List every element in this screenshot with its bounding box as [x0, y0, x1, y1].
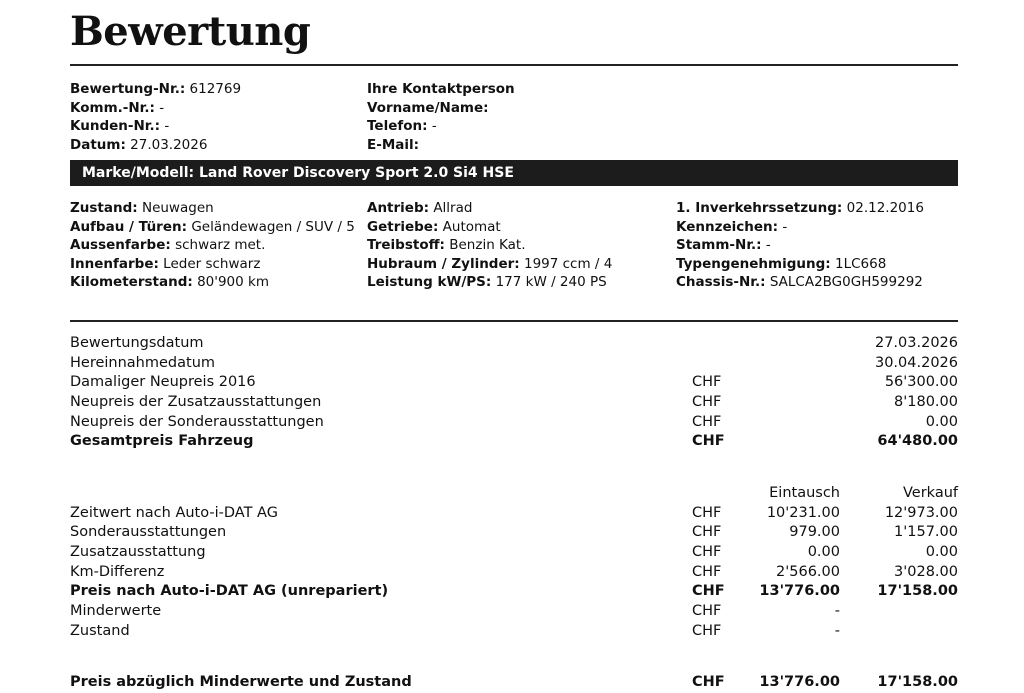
table-row: Zusatzausstattung CHF 0.00 0.00: [70, 544, 958, 561]
final-price-row: [70, 673, 958, 693]
power-row: Leistung kW/PS: 177 kW / 240 PS: [367, 274, 607, 290]
fuel-row: Treibstoff: Benzin Kat.: [367, 237, 526, 253]
table-row: Zeitwert nach Auto-i-DAT AG CHF 10'231.00 12'973.00: [70, 504, 958, 521]
commission-number-row: Komm.-Nr.: -: [70, 99, 165, 116]
date-row: Datum: 27.03.2026: [70, 136, 208, 153]
table-row: Bewertungsdatum 27.03.2026: [70, 335, 958, 351]
model-bar: Marke/Modell: Land Rover Discovery Sport 2.0 Si4 HSE: [70, 160, 958, 186]
registration-date-row: 1. Inverkehrssetzung: 02.12.2016: [676, 200, 924, 216]
displacement-row: Hubraum / Zylinder: 1997 ccm / 4: [367, 255, 613, 272]
drive-row: Antrieb: Allrad: [367, 200, 473, 216]
body-doors-row: Aufbau / Türen: Geländewagen / SUV / 5: [70, 218, 355, 235]
table-row: Sonderausstattungen CHF 979.00 1'157.00: [70, 524, 958, 541]
vehicle-details-col3: [676, 199, 966, 292]
valuation-info: [70, 80, 360, 154]
contact-info: [367, 80, 657, 154]
master-number-row: Stamm-Nr.: -: [676, 237, 771, 253]
contact-name-row: Vorname/Name:: [367, 99, 657, 118]
plate-row: Kennzeichen: -: [676, 218, 788, 235]
total-price-row: Gesamtpreis Fahrzeug CHF 64'480.00: [70, 433, 958, 450]
table-row: Minderwerte CHF -: [70, 603, 840, 620]
mileage-row: Kilometerstand: 80'900 km: [70, 274, 269, 290]
redacted-email: [423, 139, 543, 151]
col-trade-in: Eintausch: [769, 485, 840, 501]
type-approval-row: Typengenehmigung: 1LC668: [676, 255, 887, 272]
table-row: Hereinnahmedatum 30.04.2026: [70, 354, 958, 371]
price-table: [70, 334, 958, 452]
section-divider: [70, 320, 958, 322]
page-title: Bewertung: [70, 8, 311, 55]
vehicle-details-col1: [70, 199, 360, 292]
value-table-header: [70, 484, 958, 504]
subtotal-row: Preis nach Auto-i-DAT AG (unrepariert) CHF 13'776.00 17'158.00: [70, 583, 958, 600]
table-row: Damaliger Neupreis 2016 CHF 56'300.00: [70, 374, 958, 391]
gearbox-row: Getriebe: Automat: [367, 218, 501, 235]
chassis-row: Chassis-Nr.: SALCA2BG0GH599292: [676, 274, 923, 290]
contact-phone-row: Telefon: -: [367, 118, 437, 134]
contact-heading: Ihre Kontaktperson: [367, 81, 515, 97]
condition-row: Zustand: Neuwagen: [70, 200, 214, 216]
customer-number-row: Kunden-Nr.: -: [70, 118, 170, 134]
header-divider: [70, 64, 958, 66]
contact-email-row: E-Mail:: [367, 136, 657, 155]
table-row: Neupreis der Sonderausstattungen CHF 0.00: [70, 413, 958, 430]
valuation-number-row: Bewertung-Nr.: 612769: [70, 81, 242, 97]
exterior-color-row: Aussenfarbe: schwarz met.: [70, 237, 266, 253]
table-row: Neupreis der Zusatzausstattungen CHF 8'180.00: [70, 394, 958, 411]
value-table: [70, 484, 958, 642]
table-row: Preis abzüglich Minderwerte und Zustand CHF 13'776.00 17'158.00: [70, 674, 958, 690]
table-row: Zustand CHF -: [70, 622, 840, 639]
interior-color-row: Innenfarbe: Leder schwarz: [70, 255, 261, 272]
redacted-name: [493, 102, 613, 114]
table-row: Km-Differenz CHF 2'566.00 3'028.00: [70, 563, 958, 580]
vehicle-details-col2: [367, 199, 667, 292]
col-sale: Verkauf: [903, 485, 958, 501]
